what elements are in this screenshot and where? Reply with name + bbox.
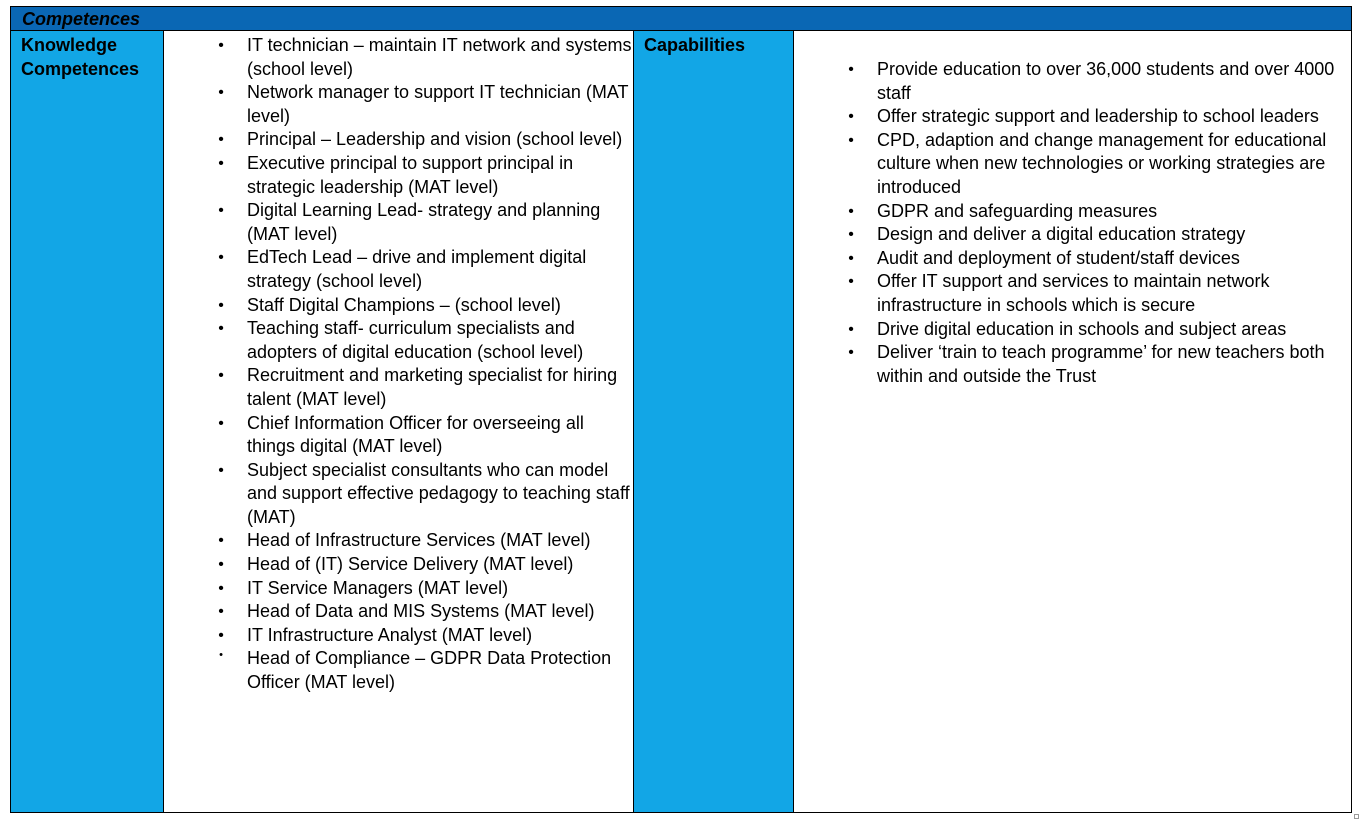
list-item-text: IT Infrastructure Analyst (MAT level) [247, 624, 533, 645]
list-item-text: Head of Infrastructure Services (MAT level) [247, 530, 591, 551]
list-item-text: Head of Compliance – GDPR Data Protection Officer (MAT level) [247, 648, 612, 693]
bullet-icon: • [848, 226, 854, 244]
capabilities-list [848, 58, 1347, 388]
list-item-text: Chief Information Officer for overseeing all things digital (MAT level) [247, 412, 584, 457]
list-item [218, 553, 632, 577]
list-item [219, 647, 632, 694]
knowledge-list-cell [164, 31, 634, 812]
bullet-icon: • [218, 556, 224, 574]
bullet-icon: • [848, 249, 854, 267]
list-item [218, 412, 632, 459]
list-item-text: Recruitment and marketing specialist for hiring talent (MAT level) [247, 365, 618, 409]
list-item-text: Offer strategic support and leadership to school leaders [877, 106, 1319, 127]
knowledge-label: Knowledge Competences [21, 35, 140, 79]
list-item-text: Audit and deployment of student/staff devices [877, 247, 1240, 268]
list-item-text: Digital Learning Lead- strategy and planning (MAT level) [247, 200, 601, 244]
list-item [848, 318, 1347, 342]
bullet-icon: • [848, 202, 854, 220]
list-item [218, 600, 632, 624]
list-item [218, 459, 632, 530]
bullet-icon: • [218, 249, 224, 267]
bullet-icon: • [218, 296, 224, 314]
list-item [218, 34, 632, 81]
list-item-text: Network manager to support IT technician (MAT level) [247, 82, 629, 126]
capabilities-label: Capabilities [644, 35, 746, 55]
list-item [218, 199, 632, 246]
list-item [848, 58, 1347, 105]
capabilities-list-cell [794, 31, 1351, 812]
list-item [848, 129, 1347, 200]
bullet-icon: • [218, 414, 224, 432]
list-item-text: Offer IT support and services to maintain network infrastructure in schools which is secure [877, 271, 1270, 315]
bullet-icon: • [218, 154, 224, 172]
list-item [848, 270, 1347, 317]
list-item [848, 223, 1347, 247]
bullet-icon: • [848, 273, 854, 291]
list-item [218, 152, 632, 199]
list-item-text: Deliver ‘train to teach programme’ for new teachers both within and outside the Trust [877, 342, 1325, 386]
list-item [848, 247, 1347, 271]
bullet-icon: • [218, 37, 224, 54]
table-header-row [11, 7, 1351, 31]
list-item-text: Principal – Leadership and vision (school level) [247, 129, 623, 150]
bullet-icon: • [848, 61, 854, 78]
list-item [848, 341, 1347, 388]
list-item [218, 81, 632, 128]
list-item-text: Head of Data and MIS Systems (MAT level) [247, 601, 595, 622]
table-resize-handle[interactable] [1354, 814, 1359, 819]
list-item [218, 577, 632, 601]
bullet-icon: • [218, 626, 224, 644]
bullet-icon: • [848, 131, 854, 149]
bullet-icon: • [218, 84, 224, 102]
knowledge-list [218, 34, 632, 695]
list-item [848, 200, 1347, 224]
list-item-text: EdTech Lead – drive and implement digital strategy (school level) [247, 247, 587, 291]
bullet-icon: • [219, 649, 223, 662]
list-item [218, 128, 632, 152]
list-item-text: Design and deliver a digital education strategy [877, 224, 1246, 245]
list-item [218, 317, 632, 364]
competences-table [10, 6, 1352, 813]
bullet-icon: • [218, 367, 224, 385]
bullet-icon: • [218, 131, 224, 149]
capabilities-label-cell [634, 31, 794, 812]
list-item-text: Head of (IT) Service Delivery (MAT level) [247, 554, 574, 575]
list-item [218, 364, 632, 411]
bullet-icon: • [218, 461, 224, 479]
list-item [218, 624, 632, 648]
bullet-icon: • [848, 320, 854, 338]
knowledge-label-cell [11, 31, 164, 812]
list-item-text: Drive digital education in schools and subject areas [877, 318, 1287, 339]
bullet-icon: • [218, 532, 224, 550]
list-item-text: Subject specialist consultants who can model and support effective pedagogy to teaching staff (MAT) [247, 459, 630, 527]
list-item-text: Teaching staff- curriculum specialists and adopters of digital education (school level) [247, 318, 584, 362]
list-item [218, 294, 632, 318]
list-item [218, 246, 632, 293]
list-item [848, 105, 1347, 129]
list-item [218, 529, 632, 553]
bullet-icon: • [218, 579, 224, 597]
bullet-icon: • [218, 320, 224, 338]
list-item-text: Staff Digital Champions – (school level) [247, 294, 561, 315]
bullet-icon: • [218, 202, 224, 220]
list-item-text: Executive principal to support principal in strategic leadership (MAT level) [247, 152, 574, 197]
list-item-text: CPD, adaption and change management for educational culture when new technologies or working strategies are introduced [877, 129, 1327, 197]
bullet-icon: • [848, 344, 854, 362]
list-item-text: IT Service Managers (MAT level) [247, 577, 509, 598]
list-item-text: IT technician – maintain IT network and systems (school level) [247, 35, 632, 79]
list-item-text: Provide education to over 36,000 students and over 4000 staff [877, 59, 1335, 103]
bullet-icon: • [848, 108, 854, 126]
bullet-icon: • [218, 603, 224, 621]
table-title: Competences [22, 9, 141, 29]
list-item-text: GDPR and safeguarding measures [877, 200, 1158, 221]
